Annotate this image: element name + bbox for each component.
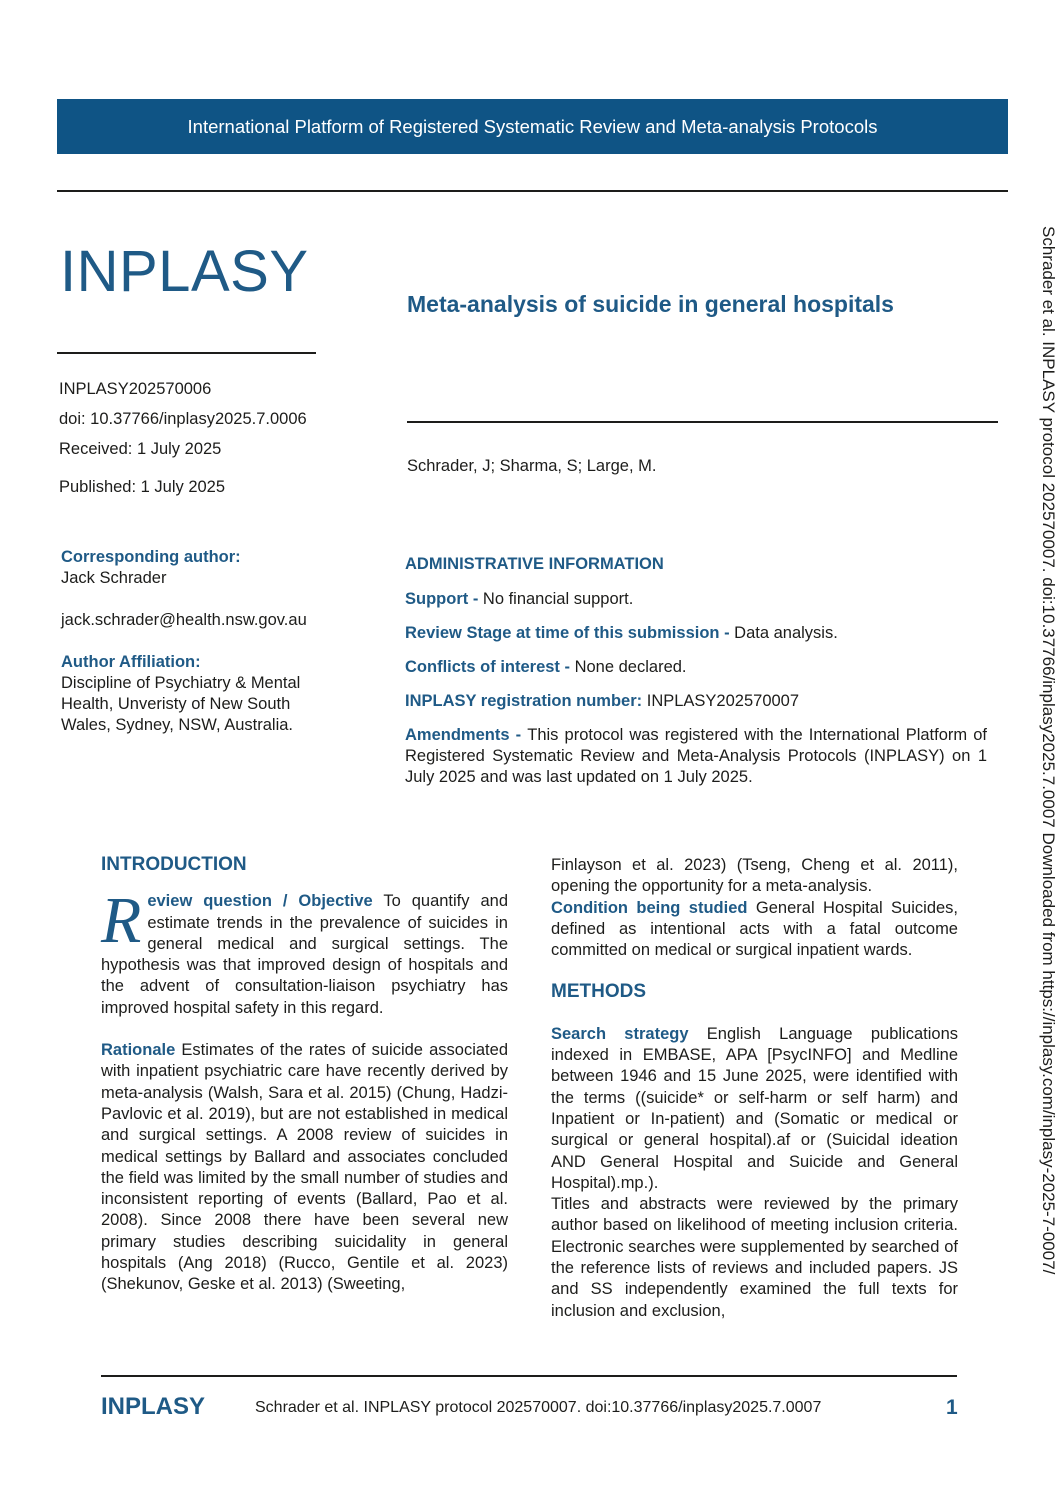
rationale-label: Rationale bbox=[101, 1041, 176, 1060]
platform-banner: International Platform of Registered Systematic Review and Meta-analysis Protocols bbox=[57, 99, 1008, 154]
registration-label: INPLASY registration number: bbox=[405, 692, 647, 710]
support-label: Support - bbox=[405, 590, 483, 608]
footer-logo: INPLASY bbox=[101, 1393, 206, 1420]
corresponding-author-heading: Corresponding author: bbox=[61, 548, 241, 566]
review-stage-line bbox=[405, 623, 987, 644]
methods-heading: METHODS bbox=[551, 981, 646, 1003]
registration-value: INPLASY202570007 bbox=[646, 692, 800, 710]
introduction-heading: INTRODUCTION bbox=[101, 854, 247, 875]
condition-label: Condition being studied bbox=[551, 898, 748, 917]
conflicts-label: Conflicts of interest - bbox=[405, 658, 575, 676]
corresponding-author-email[interactable]: jack.schrader@health.nsw.gov.au bbox=[61, 611, 307, 629]
support-value: No financial support. bbox=[482, 590, 634, 608]
corresponding-author-block bbox=[61, 547, 336, 736]
amendments-label: Amendments - bbox=[405, 726, 528, 744]
rationale-text: Estimates of the rates of suicide associated with inpatient psychiatric care have recently derived by meta-analysis (Walsh, Sara et al. 2015) (Chung, Hadzi-Pavlovic et al. 2019), but are not established in medical and surgical settings. A 2008 review of suicides in medical settings by Ballard and associates concluded the field was limited by the small number of studies and inconsistent reporting of events (Ballard, Pao et al. 2008). Since 2008 there have been several new primary studies describing suicidality in general hospitals (Ang 2018) (Rucco, Gentile et al. 2023) (Shekunov, Geske et al. 2013) (Sweeting, bbox=[101, 1041, 508, 1294]
review-stage-value: Data analysis. bbox=[734, 624, 838, 642]
title-underline bbox=[407, 421, 998, 423]
right-column bbox=[551, 855, 958, 1322]
conflicts-line bbox=[405, 657, 987, 678]
continued-text: Finlayson et al. 2023) (Tseng, Cheng et al. 2011), opening the opportunity for a meta-analysis. bbox=[551, 856, 958, 896]
left-column bbox=[101, 854, 508, 1296]
page-number: 1 bbox=[946, 1396, 958, 1419]
protocol-id: INPLASY202570006 bbox=[59, 380, 212, 398]
search-strategy-label: Search strategy bbox=[551, 1024, 689, 1043]
condition-text: General Hospital Suicides, defined as intentional acts with a fatal outcome committed on medical or surgical inpatient wards. bbox=[551, 898, 959, 960]
support-line bbox=[405, 589, 987, 610]
corresponding-author-name: Jack Schrader bbox=[61, 569, 167, 587]
admin-heading: ADMINISTRATIVE INFORMATION bbox=[405, 555, 664, 573]
download-sidebar: Schrader et al. INPLASY protocol 202570007. doi:10.37766/inplasy2025.7.0007 Downloaded from https://inplasy.com/inplasy-2025-7-0007/ bbox=[1039, 226, 1058, 1275]
review-stage-label: Review Stage at time of this submission - bbox=[405, 624, 735, 642]
amendments-line bbox=[405, 725, 987, 788]
search-strategy-text: English Language publications indexed in EMBASE, APA [PsycINFO] and Medline between 1946 and 15 June 2025, were identified with the terms ((suicide* or self-harm or self harm) and Inpatient or In-patient) and (Somatic or medical or surgical or general hospital).af or (Suicidal ideation AND General Hospital and Suicide and General Hospital).mp.). bbox=[551, 1024, 958, 1192]
author-list: Schrader, J; Sharma, S; Large, M. bbox=[407, 457, 657, 475]
drop-cap: R bbox=[101, 884, 142, 958]
affiliation-heading: Author Affiliation: bbox=[61, 653, 201, 671]
doi[interactable]: doi: 10.37766/inplasy2025.7.0006 bbox=[59, 410, 307, 428]
header-divider bbox=[57, 190, 1008, 192]
review-question-paragraph bbox=[101, 884, 508, 1019]
published-date: Published: 1 July 2025 bbox=[59, 478, 226, 496]
search-strategy-paragraph bbox=[551, 1024, 958, 1194]
rationale-paragraph bbox=[101, 1040, 508, 1296]
screening-paragraph: Titles and abstracts were reviewed by the primary author based on likelihood of meeting inclusion criteria. Electronic searches were supplemented by searched of the reference lists of reviews and included papers. JS and SS independently examined the full texts for inclusion and exclusion, bbox=[551, 1195, 958, 1320]
footer-divider bbox=[101, 1375, 957, 1377]
inplasy-logo: INPLASY bbox=[60, 239, 309, 304]
received-date: Received: 1 July 2025 bbox=[59, 440, 222, 458]
footer-citation: Schrader et al. INPLASY protocol 202570007. doi:10.37766/inplasy2025.7.0007 bbox=[255, 1399, 822, 1416]
affiliation-text: Discipline of Psychiatry & Mental Health, Unveristy of New South Wales, Sydney, NSW, Australia. bbox=[61, 674, 301, 734]
condition-paragraph bbox=[551, 898, 958, 962]
paper-title: Meta-analysis of suicide in general hospitals bbox=[407, 291, 894, 317]
logo-underline bbox=[57, 352, 316, 354]
registration-line bbox=[405, 691, 987, 712]
amendments-value: This protocol was registered with the International Platform of Registered Systematic Review and Meta-Analysis Protocols (INPLASY) on 1 July 2025 and was last updated on 1 July 2025. bbox=[405, 726, 988, 786]
review-question-text: To quantify and estimate trends in the prevalence of suicides in general medical and surgical settings. The hypothesis was that improved design of hospitals and the advent of consultation-liaison psychiatry has improved hospital safety in this regard. bbox=[101, 892, 508, 1017]
review-question-label: eview question / Objective bbox=[147, 892, 373, 911]
conflicts-value: None declared. bbox=[574, 658, 687, 676]
administrative-information bbox=[405, 554, 987, 801]
